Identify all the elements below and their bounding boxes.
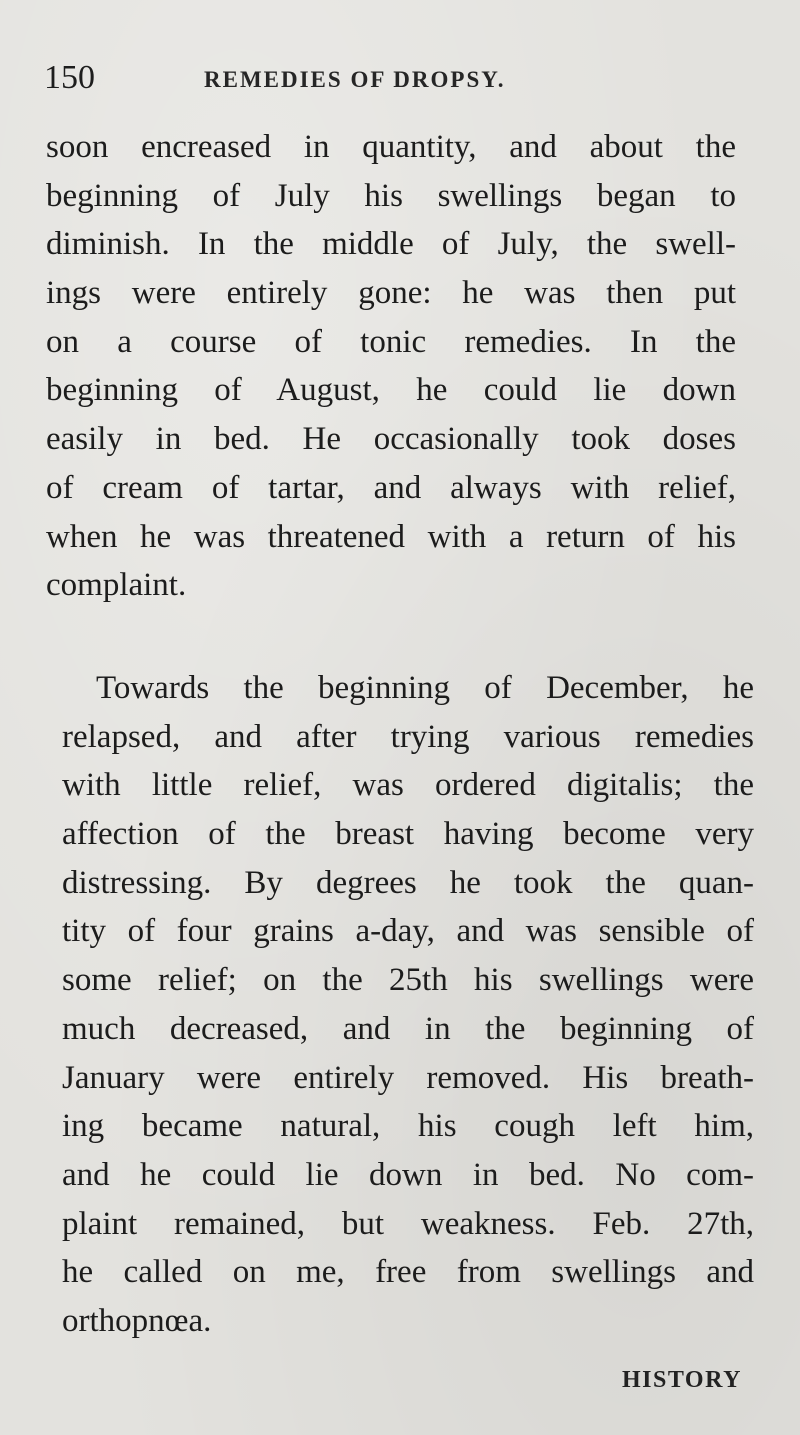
text-line: orthopnœa. [62,1302,212,1339]
text-line: beginning of July his swellings began to [46,177,736,214]
text-line: plaint remained, but weakness. Feb. 27th, [62,1205,754,1242]
running-head: REMEDIES OF DROPSY. [204,67,506,92]
text-line: Towards the beginning of December, he [96,670,754,706]
text-line: affection of the breast having become very [62,816,754,853]
text-line: of cream of tartar, and always with relief, [46,469,736,506]
text-line: ing became natural, his cough left him, [62,1108,754,1145]
paragraph-2 [62,664,754,1346]
page-header [44,58,744,98]
page-number: 150 [44,59,95,96]
text-line: tity of four grains a-day, and was sensible of [62,913,754,950]
text-line: January were entirely removed. His breath- [62,1059,754,1096]
text-line: with little relief, was ordered digitalis; the [62,767,754,804]
text-line: on a course of tonic remedies. In the [46,323,736,360]
text-line: when he was threatened with a return of his [46,518,736,555]
text-line: relapsed, and after trying various remedies [62,718,754,755]
paragraph-1 [46,123,736,610]
text-line: beginning of August, he could lie down [46,372,736,409]
text-line: ings were entirely gone: he was then put [46,275,736,312]
text-line: and he could lie down in bed. No com- [62,1156,754,1193]
text-line: complaint. [46,567,187,604]
text-line: soon encreased in quantity, and about the [46,129,736,165]
text-line: some relief; on the 25th his swellings were [62,962,754,999]
text-line: he called on me, free from swellings and [62,1254,754,1291]
catchword: HISTORY [622,1367,742,1393]
text-line: easily in bed. He occasionally took doses [46,421,736,458]
text-line: diminish. In the middle of July, the swell- [46,226,736,263]
text-line: much decreased, and in the beginning of [62,1010,754,1047]
text-line: distressing. By degrees he took the quan- [62,864,754,901]
